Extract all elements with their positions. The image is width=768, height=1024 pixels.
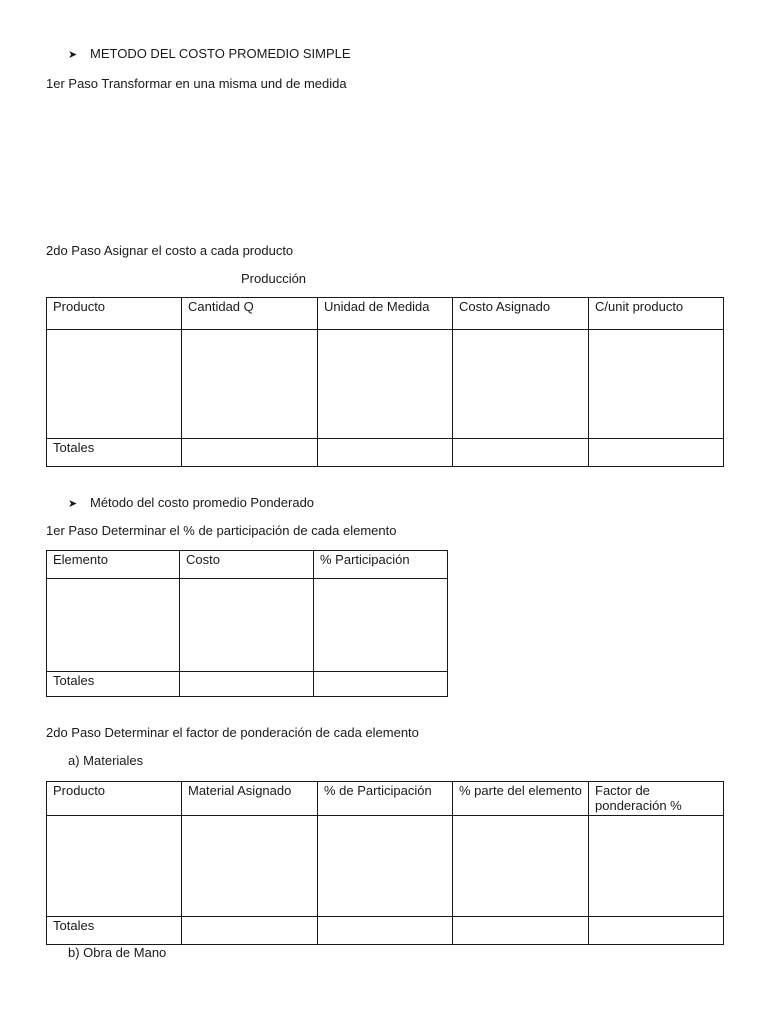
- production-table: [46, 297, 724, 467]
- table-cell: [589, 816, 724, 917]
- totals-row: [47, 672, 448, 697]
- totals-row: [47, 917, 724, 945]
- table1-caption: Producción: [241, 271, 307, 286]
- table-cell: [314, 672, 448, 697]
- table-header-row: [47, 782, 724, 816]
- totals-label: Totales: [47, 439, 182, 467]
- weighting-factor-table: [46, 781, 724, 945]
- table-header-cell: C/unit producto: [589, 298, 724, 330]
- arrowhead-bullet-icon: ➤: [68, 49, 78, 61]
- table-header-row: [47, 551, 448, 579]
- section1-step1: 1er Paso Transformar en una misma und de medida: [46, 76, 347, 91]
- table-cell: [589, 917, 724, 945]
- table-header-cell: Factor de ponderación %: [589, 782, 724, 816]
- table-cell: [318, 439, 453, 467]
- table-cell: [453, 330, 589, 439]
- section1-title: METODO DEL COSTO PROMEDIO SIMPLE: [90, 46, 351, 61]
- table-cell: [318, 330, 453, 439]
- section1-heading: [68, 46, 351, 63]
- table-cell: [180, 579, 314, 672]
- table-cell: [453, 917, 589, 945]
- table-header-cell: % de Participación: [318, 782, 453, 816]
- table-cell: [47, 330, 182, 439]
- table-cell: [180, 672, 314, 697]
- table-header-cell: Unidad de Medida: [318, 298, 453, 330]
- table-header-cell: Material Asignado: [182, 782, 318, 816]
- table-header-cell: % Participación: [314, 551, 448, 579]
- item-a-materiales: a) Materiales: [68, 753, 144, 768]
- section2-heading: [68, 495, 314, 512]
- section2-title: Método del costo promedio Ponderado: [90, 495, 315, 510]
- table-cell: [314, 579, 448, 672]
- table-cell: [182, 816, 318, 917]
- table-cell: [47, 816, 182, 917]
- table-header-cell: Cantidad Q: [182, 298, 318, 330]
- table-cell: [318, 917, 453, 945]
- table-header-cell: % parte del elemento: [453, 782, 589, 816]
- totals-label: Totales: [47, 672, 180, 697]
- table-cell: [182, 439, 318, 467]
- table-row: [47, 579, 448, 672]
- table-cell: [47, 579, 180, 672]
- table-row: [47, 816, 724, 917]
- item-b-obra-de-mano: b) Obra de Mano: [68, 945, 167, 960]
- table-header-cell: Costo: [180, 551, 314, 579]
- section2-step2: 2do Paso Determinar el factor de ponderación de cada elemento: [46, 725, 419, 740]
- table-header-cell: Producto: [47, 782, 182, 816]
- table-cell: [453, 439, 589, 467]
- table-cell: [182, 917, 318, 945]
- table-header-row: [47, 298, 724, 330]
- table-header-cell: Elemento: [47, 551, 180, 579]
- table-cell: [589, 439, 724, 467]
- participation-table: [46, 550, 448, 697]
- section1-step2: 2do Paso Asignar el costo a cada producto: [46, 243, 294, 258]
- section2-step1: 1er Paso Determinar el % de participación de cada elemento: [46, 523, 397, 538]
- table-cell: [453, 816, 589, 917]
- table-cell: [318, 816, 453, 917]
- table-row: [47, 330, 724, 439]
- totals-row: [47, 439, 724, 467]
- table-cell: [589, 330, 724, 439]
- table-header-cell: Costo Asignado: [453, 298, 589, 330]
- table-header-cell: Producto: [47, 298, 182, 330]
- totals-label: Totales: [47, 917, 182, 945]
- table-cell: [182, 330, 318, 439]
- arrowhead-bullet-icon: ➤: [68, 498, 78, 510]
